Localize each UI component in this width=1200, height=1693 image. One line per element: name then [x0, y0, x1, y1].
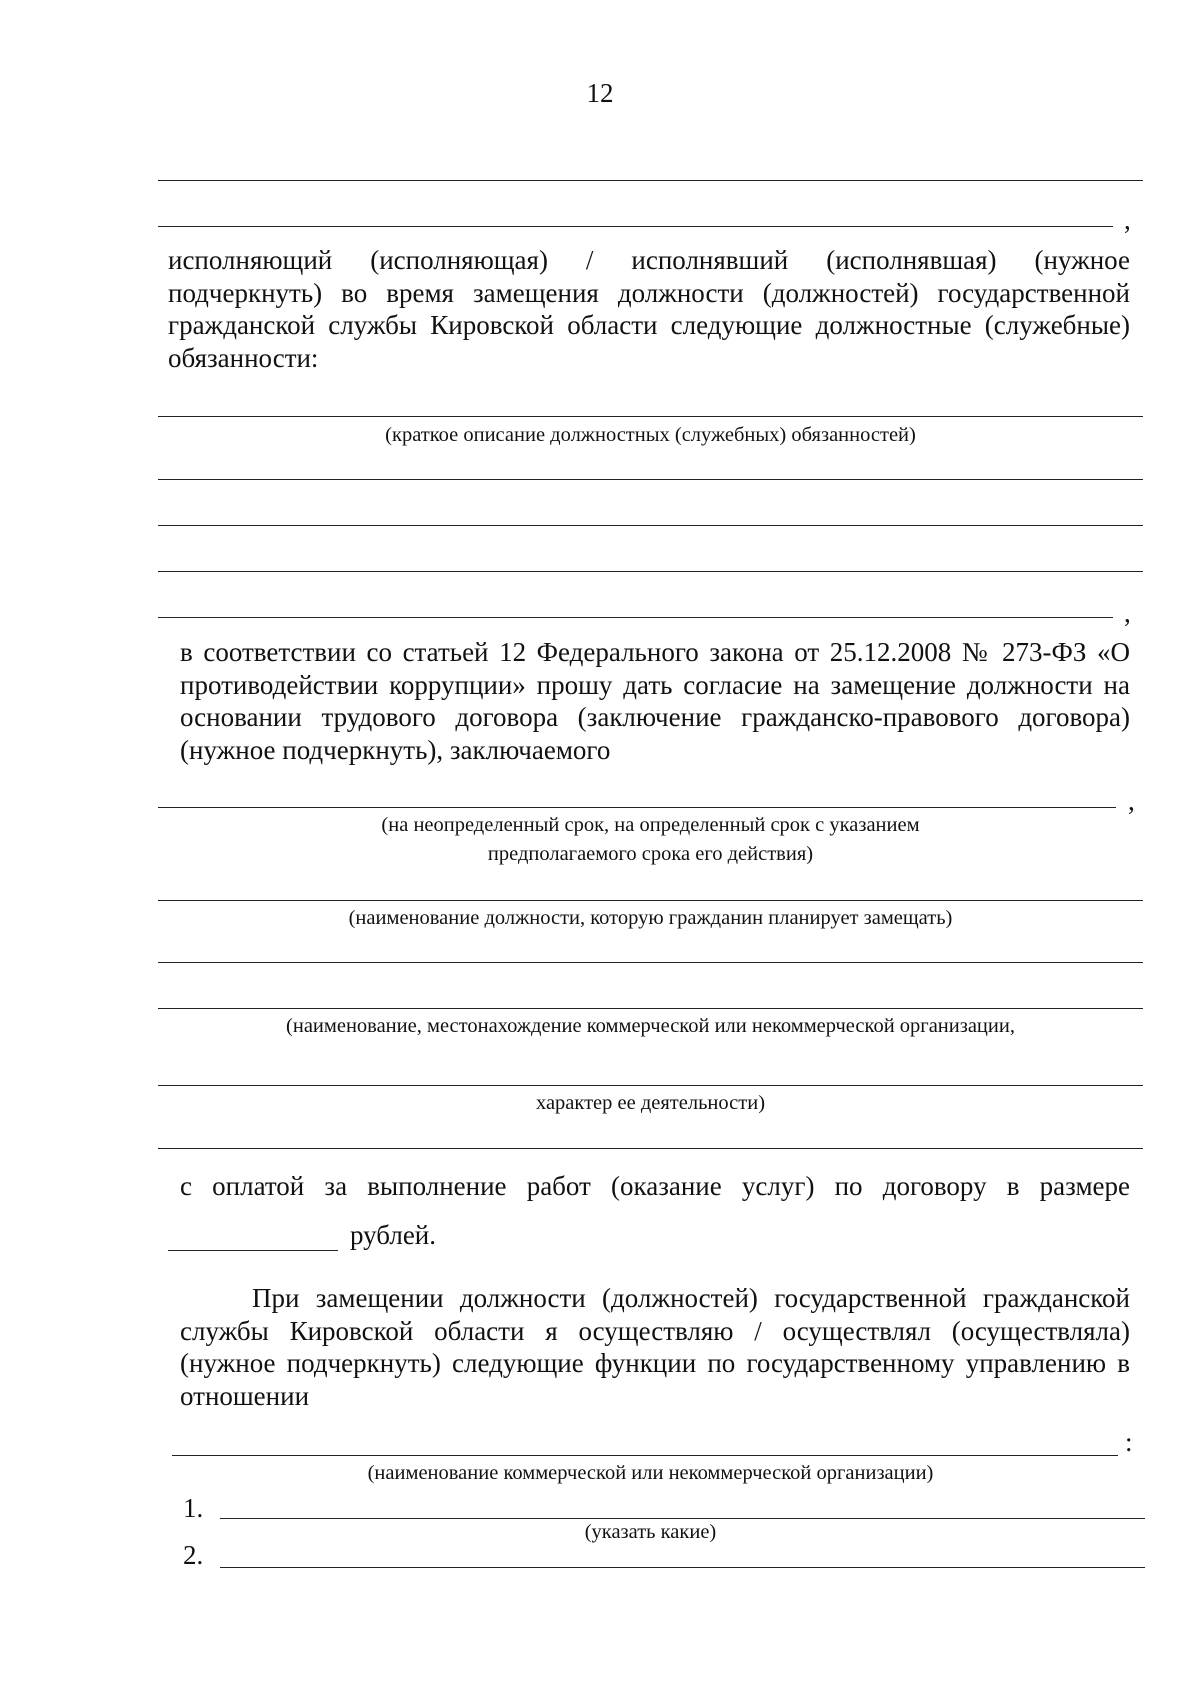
term-line[interactable]	[158, 807, 1116, 808]
org-line-1[interactable]	[158, 962, 1143, 963]
payment-paragraph: с оплатой за выполнение работ (оказание услуг) по договору в размере	[180, 1171, 1130, 1201]
item-2-number: 2.	[183, 1540, 204, 1570]
amount-line[interactable]	[168, 1250, 338, 1251]
org-line-3[interactable]	[158, 1085, 1143, 1086]
duties-line-2[interactable]	[158, 479, 1143, 480]
duties-line-1[interactable]	[158, 416, 1143, 417]
org-name-line[interactable]	[172, 1455, 1118, 1456]
duties-line-5[interactable]	[158, 617, 1113, 618]
term-caption-line-2: предполагаемого срока его действия)	[487, 843, 814, 865]
functions-paragraph: При замещении должности (должностей) государственной гражданской службы Кировской области я осуществляю / осуществлял (осуществляла) (нужное подчеркнуть) следующие функции по государственному управлению в отношении	[180, 1283, 1130, 1411]
comma-mark: ,	[1124, 598, 1131, 628]
org-line-4[interactable]	[158, 1148, 1143, 1149]
duties-caption: (краткое описание должностных (служебных) обязанностей)	[385, 424, 916, 446]
item-1-line[interactable]	[220, 1518, 1145, 1519]
org-name-caption: (наименование коммерческой или некоммерческой организации)	[367, 1462, 934, 1484]
duties-line-4[interactable]	[158, 571, 1143, 572]
rubles-label: рублей.	[350, 1220, 437, 1250]
item-1-number: 1.	[183, 1493, 204, 1523]
comma-mark: ,	[1124, 205, 1131, 235]
org-line-2[interactable]	[158, 1008, 1143, 1009]
duties-intro-paragraph: исполняющий (исполняющая) / исполнявший (исполнявшая) (нужное подчеркнуть) во время замещения должности (должностей) государственной гражданской службы Кировской области следующие должностные (служебные) обязанности:	[168, 245, 1130, 373]
org-caption-line-1: (наименование, местонахождение коммерческой или некоммерческой организации,	[286, 1015, 1015, 1037]
specify-caption: (указать какие)	[584, 1521, 717, 1543]
blank-line-2[interactable]	[158, 226, 1113, 227]
request-paragraph: в соответствии со статьей 12 Федерального закона от 25.12.2008 № 273-ФЗ «О противодействии коррупции» прошу дать согласие на замещение должности на основании трудового договора (заключение гражданско-правового договора) (нужное подчеркнуть), заключаемого	[180, 637, 1130, 765]
page-number: 12	[586, 78, 614, 108]
duties-line-3[interactable]	[158, 525, 1143, 526]
term-caption-line-1: (на неопределенный срок, на определенный срок с указанием	[381, 814, 920, 836]
position-caption: (наименование должности, которую гражданин планирует замещать)	[348, 907, 953, 929]
item-2-line[interactable]	[220, 1567, 1145, 1568]
colon-mark: :	[1125, 1427, 1133, 1457]
org-caption-line-2: характер ее деятельности)	[535, 1092, 766, 1114]
blank-line-1[interactable]	[158, 180, 1143, 181]
position-line[interactable]	[158, 900, 1143, 901]
comma-mark: ,	[1128, 786, 1135, 816]
